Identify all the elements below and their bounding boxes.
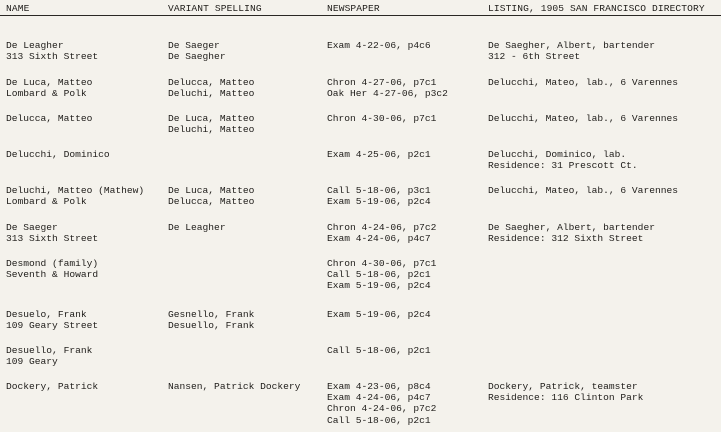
cell-line: De Saegher, Albert, bartender bbox=[488, 40, 655, 51]
cell-line: Delucchi, Mateo, lab., 6 Varennes bbox=[488, 185, 678, 196]
newspaper-cell bbox=[327, 40, 431, 51]
name-cell bbox=[6, 77, 92, 99]
cell-line: Nansen, Patrick Dockery bbox=[168, 381, 301, 392]
cell-line: Exam 4-24-06, p4c7 bbox=[327, 233, 431, 245]
cell-line: 312 - 6th Street bbox=[488, 51, 581, 63]
cell-line: Call 5-18-06, p2c1 bbox=[327, 414, 431, 426]
cell-line: De Saeger bbox=[6, 222, 58, 233]
cell-line: Exam 4-24-06, p4c7 bbox=[327, 392, 431, 404]
cell-line: Residence: 312 Sixth Street bbox=[488, 233, 644, 245]
cell-line: Desuello, Frank bbox=[6, 345, 93, 356]
variant-spelling-cell bbox=[168, 113, 254, 135]
listing-cell bbox=[488, 40, 655, 62]
cell-line: Lombard & Polk bbox=[6, 88, 87, 100]
cell-line: Call 5-18-06, p3c1 bbox=[327, 185, 431, 196]
cell-line: Exam 4-25-06, p2c1 bbox=[327, 149, 431, 160]
newspaper-cell bbox=[327, 149, 431, 160]
newspaper-cell bbox=[327, 258, 436, 292]
newspaper-cell bbox=[327, 185, 431, 207]
cell-line: 313 Sixth Street bbox=[6, 51, 99, 63]
name-cell bbox=[6, 222, 98, 244]
cell-line: De Saegher, Albert, bartender bbox=[488, 222, 655, 233]
cell-line: Call 5-18-06, p2c1 bbox=[327, 269, 431, 281]
variant-spelling-cell bbox=[168, 77, 254, 99]
cell-line: Deluchi, Matteo (Mathew) bbox=[6, 185, 145, 196]
name-cell bbox=[6, 185, 144, 207]
cell-line: Residence: 116 Clinton Park bbox=[488, 392, 644, 404]
cell-line: Lombard & Polk bbox=[6, 196, 87, 208]
cell-line: De Saeger bbox=[168, 40, 220, 51]
cell-line: Gesnello, Frank bbox=[168, 309, 255, 320]
cell-line: Dockery, Patrick bbox=[6, 381, 99, 392]
listing-cell bbox=[488, 149, 638, 171]
newspaper-cell bbox=[327, 345, 431, 356]
cell-line: Deluchi, Matteo bbox=[168, 124, 255, 136]
listing-cell bbox=[488, 185, 678, 196]
variant-spelling-cell bbox=[168, 40, 226, 62]
cell-line: Delucca, Matteo bbox=[168, 196, 255, 208]
cell-line: Deluchi, Matteo bbox=[168, 88, 255, 100]
cell-line: Delucchi, Mateo, lab., 6 Varennes bbox=[488, 77, 678, 88]
cell-line: Chron 4-24-06, p7c2 bbox=[327, 222, 437, 233]
cell-line: Delucchi, Mateo, lab., 6 Varennes bbox=[488, 113, 678, 124]
cell-line: De Luca, Matteo bbox=[168, 185, 255, 196]
cell-line: Chron 4-24-06, p7c2 bbox=[327, 403, 437, 415]
variant-spelling-cell bbox=[168, 222, 226, 233]
name-cell bbox=[6, 113, 92, 124]
header-variant-spelling: VARIANT SPELLING bbox=[168, 3, 262, 14]
newspaper-cell bbox=[327, 222, 436, 244]
cell-line: Exam 4-23-06, p8c4 bbox=[327, 381, 431, 392]
cell-line: Call 5-18-06, p2c1 bbox=[327, 345, 431, 356]
cell-line: Chron 4-30-06, p7c1 bbox=[327, 258, 437, 269]
cell-line: De Luca, Matteo bbox=[6, 77, 93, 88]
name-cell bbox=[6, 40, 98, 62]
newspaper-cell bbox=[327, 77, 448, 99]
header-name: NAME bbox=[6, 3, 30, 14]
name-cell bbox=[6, 258, 98, 280]
name-cell bbox=[6, 345, 92, 367]
cell-line: 109 Geary Street bbox=[6, 320, 99, 332]
cell-line: Delucca, Matteo bbox=[6, 113, 93, 124]
cell-line: Seventh & Howard bbox=[6, 269, 99, 281]
header-divider bbox=[0, 15, 721, 16]
cell-line: Delucchi, Dominico bbox=[6, 149, 110, 160]
cell-line: Exam 5-19-06, p2c4 bbox=[327, 196, 431, 208]
cell-line: Exam 5-19-06, p2c4 bbox=[327, 309, 431, 320]
listing-cell bbox=[488, 222, 655, 244]
cell-line: Exam 5-19-06, p2c4 bbox=[327, 280, 431, 292]
newspaper-cell bbox=[327, 113, 436, 124]
cell-line: Chron 4-27-06, p7c1 bbox=[327, 77, 437, 88]
cell-line: 313 Sixth Street bbox=[6, 233, 99, 245]
cell-line: Oak Her 4-27-06, p3c2 bbox=[327, 88, 448, 100]
cell-line: Desmond (family) bbox=[6, 258, 99, 269]
cell-line: De Leagher bbox=[168, 222, 226, 233]
cell-line: Delucchi, Dominico, lab. bbox=[488, 149, 627, 160]
table-header bbox=[0, 3, 721, 15]
listing-cell bbox=[488, 381, 643, 403]
cell-line: Chron 4-30-06, p7c1 bbox=[327, 113, 437, 124]
cell-line: Dockery, Patrick, teamster bbox=[488, 381, 638, 392]
cell-line: Exam 4-22-06, p4c6 bbox=[327, 40, 431, 51]
cell-line: De Luca, Matteo bbox=[168, 113, 255, 124]
name-cell bbox=[6, 309, 98, 331]
cell-line: De Leagher bbox=[6, 40, 64, 51]
cell-line: Desuello, Frank bbox=[168, 320, 255, 332]
variant-spelling-cell bbox=[168, 309, 254, 331]
variant-spelling-cell bbox=[168, 185, 254, 207]
name-cell bbox=[6, 149, 110, 160]
cell-line: Desuelo, Frank bbox=[6, 309, 87, 320]
newspaper-cell bbox=[327, 309, 431, 320]
listing-cell bbox=[488, 77, 678, 88]
newspaper-cell bbox=[327, 381, 436, 426]
variant-spelling-cell bbox=[168, 381, 300, 392]
header-newspaper: NEWSPAPER bbox=[327, 3, 380, 14]
cell-line: Residence: 31 Prescott Ct. bbox=[488, 160, 638, 172]
listing-cell bbox=[488, 113, 678, 124]
name-cell bbox=[6, 381, 98, 392]
cell-line: De Saegher bbox=[168, 51, 226, 63]
cell-line: Delucca, Matteo bbox=[168, 77, 255, 88]
header-listing: LISTING, 1905 SAN FRANCISCO DIRECTORY bbox=[488, 3, 705, 14]
cell-line: 109 Geary bbox=[6, 356, 58, 368]
